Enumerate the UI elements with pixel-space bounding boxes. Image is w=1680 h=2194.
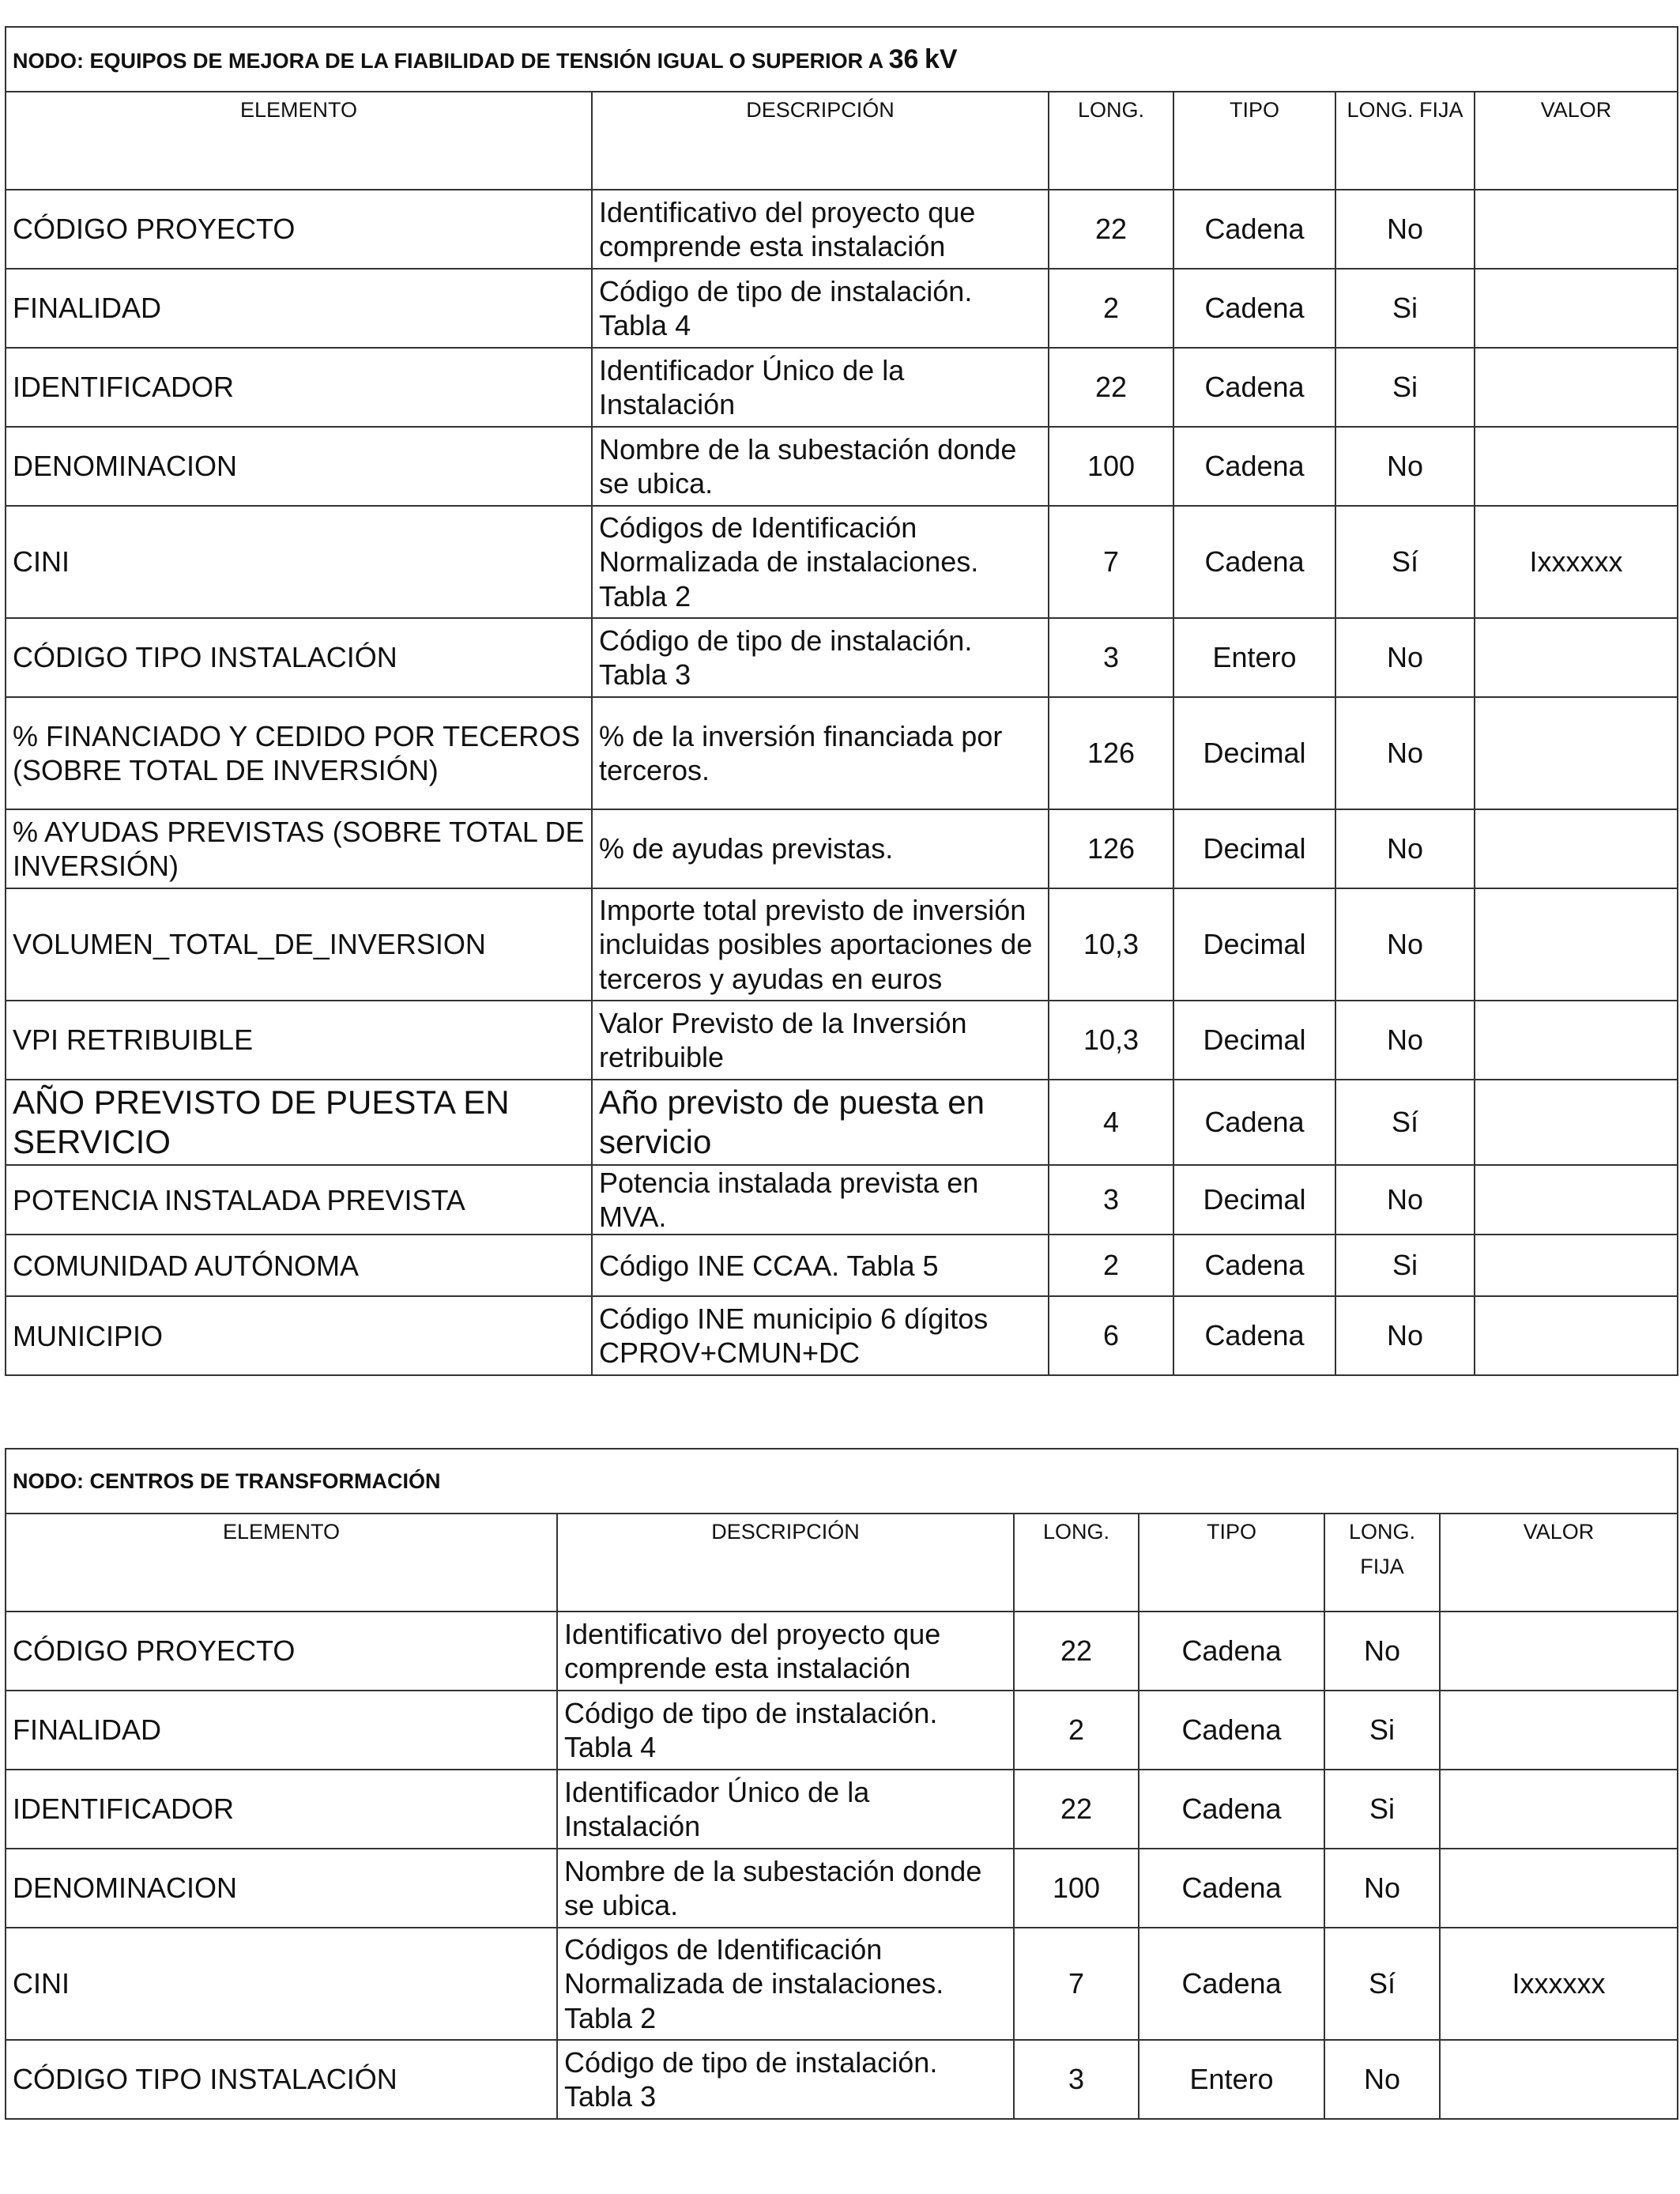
table-title-row — [6, 1449, 1678, 1514]
cell-long: 10,3 — [1049, 1001, 1173, 1080]
cell-long-fija: No — [1335, 1165, 1475, 1235]
cell-descripcion: Código de tipo de instalación. Tabla 3 — [557, 2040, 1014, 2119]
cell-descripcion: Identificador Único de la Instalación — [592, 348, 1049, 427]
cell-tipo: Cadena — [1139, 1928, 1324, 2040]
header-elemento: ELEMENTO — [6, 1514, 557, 1612]
cell-long: 22 — [1049, 348, 1173, 427]
cell-long: 126 — [1049, 697, 1173, 809]
cell-long: 10,3 — [1049, 888, 1173, 1001]
table-centros-transformacion — [5, 1448, 1678, 2120]
cell-tipo: Cadena — [1139, 1849, 1324, 1928]
cell-long-fija: No — [1335, 1296, 1475, 1375]
cell-valor — [1475, 427, 1678, 506]
table-row — [6, 809, 1678, 888]
cell-descripcion: Código de tipo de instalación. Tabla 4 — [557, 1691, 1014, 1770]
cell-descripcion: Identificador Único de la Instalación — [557, 1770, 1014, 1849]
cell-valor — [1440, 1691, 1678, 1770]
cell-elemento: FINALIDAD — [6, 1691, 557, 1770]
cell-tipo: Cadena — [1173, 427, 1335, 506]
table-body — [6, 190, 1678, 1375]
cell-elemento: FINALIDAD — [6, 269, 592, 348]
cell-valor — [1475, 809, 1678, 888]
header-long-fija: LONG. FIJA — [1335, 92, 1475, 190]
cell-elemento: CINI — [6, 506, 592, 618]
cell-valor — [1475, 269, 1678, 348]
cell-descripcion: Código INE municipio 6 dígitos CPROV+CMUN+DC — [592, 1296, 1049, 1375]
cell-tipo: Cadena — [1173, 1296, 1335, 1375]
cell-descripcion: Códigos de Identificación Normalizada de instalaciones. Tabla 2 — [592, 506, 1049, 618]
cell-valor — [1440, 1849, 1678, 1928]
table-row — [6, 697, 1678, 809]
cell-descripcion: Identificativo del proyecto que comprende esta instalación — [557, 1612, 1014, 1691]
cell-long-fija: No — [1324, 1849, 1440, 1928]
cell-long-fija: No — [1335, 809, 1475, 888]
cell-elemento: IDENTIFICADOR — [6, 348, 592, 427]
cell-elemento: CINI — [6, 1928, 557, 2040]
cell-tipo: Decimal — [1173, 697, 1335, 809]
cell-long: 3 — [1049, 1165, 1173, 1235]
cell-tipo: Cadena — [1173, 1080, 1335, 1165]
table-title-row — [6, 27, 1678, 92]
cell-long: 3 — [1014, 2040, 1139, 2119]
cell-descripcion: Potencia instalada prevista en MVA. — [592, 1165, 1049, 1235]
cell-descripcion: % de la inversión financiada por terceros. — [592, 697, 1049, 809]
table-row — [6, 1080, 1678, 1165]
table-equipos-mejora-fiabilidad — [5, 26, 1678, 1376]
cell-valor — [1475, 1001, 1678, 1080]
table-row — [6, 1165, 1678, 1235]
cell-elemento: % AYUDAS PREVISTAS (SOBRE TOTAL DE INVERSIÓN) — [6, 809, 592, 888]
cell-descripcion: Nombre de la subestación donde se ubica. — [592, 427, 1049, 506]
cell-long: 2 — [1049, 1235, 1173, 1296]
cell-long: 4 — [1049, 1080, 1173, 1165]
header-valor: VALOR — [1440, 1514, 1678, 1612]
cell-long-fija: Si — [1324, 1770, 1440, 1849]
table-row — [6, 2040, 1678, 2119]
cell-valor: Ixxxxxx — [1440, 1928, 1678, 2040]
cell-valor — [1440, 1770, 1678, 1849]
table-row — [6, 1296, 1678, 1375]
cell-tipo: Cadena — [1139, 1691, 1324, 1770]
cell-tipo: Cadena — [1139, 1770, 1324, 1849]
table-row — [6, 190, 1678, 269]
table-row — [6, 506, 1678, 618]
title-unit: kV — [924, 43, 958, 74]
header-long-fija: LONG. FIJA — [1324, 1514, 1440, 1612]
title-prefix: NODO: — [13, 1468, 84, 1493]
cell-valor — [1475, 888, 1678, 1001]
cell-tipo: Cadena — [1139, 1612, 1324, 1691]
cell-tipo: Entero — [1173, 618, 1335, 697]
cell-tipo: Decimal — [1173, 1001, 1335, 1080]
cell-long-fija: Si — [1335, 1235, 1475, 1296]
header-elemento: ELEMENTO — [6, 92, 592, 190]
cell-valor — [1440, 2040, 1678, 2119]
header-descripcion: DESCRIPCIÓN — [592, 92, 1049, 190]
cell-descripcion: Código de tipo de instalación. Tabla 3 — [592, 618, 1049, 697]
cell-long: 7 — [1049, 506, 1173, 618]
cell-descripcion: Año previsto de puesta en servicio — [592, 1080, 1049, 1165]
cell-long: 22 — [1049, 190, 1173, 269]
cell-long-fija: Sí — [1324, 1928, 1440, 2040]
title-text: CENTROS DE TRANSFORMACIÓN — [89, 1468, 441, 1493]
header-valor: VALOR — [1475, 92, 1678, 190]
cell-long: 3 — [1049, 618, 1173, 697]
cell-descripcion: Importe total previsto de inversión incluidas posibles aportaciones de terceros y ayudas en euros — [592, 888, 1049, 1001]
cell-elemento: POTENCIA INSTALADA PREVISTA — [6, 1165, 592, 1235]
cell-elemento: IDENTIFICADOR — [6, 1770, 557, 1849]
cell-long: 2 — [1014, 1691, 1139, 1770]
cell-elemento: AÑO PREVISTO DE PUESTA EN SERVICIO — [6, 1080, 592, 1165]
header-tipo: TIPO — [1139, 1514, 1324, 1612]
cell-long: 100 — [1049, 427, 1173, 506]
cell-elemento: DENOMINACION — [6, 427, 592, 506]
table-row — [6, 1928, 1678, 2040]
cell-descripcion: Identificativo del proyecto que comprende esta instalación — [592, 190, 1049, 269]
header-long: LONG. — [1014, 1514, 1139, 1612]
table-row — [6, 618, 1678, 697]
table-title — [6, 27, 1678, 92]
table-row — [6, 1001, 1678, 1080]
header-tipo: TIPO — [1173, 92, 1335, 190]
table-row — [6, 348, 1678, 427]
cell-tipo: Cadena — [1173, 190, 1335, 269]
cell-elemento: CÓDIGO TIPO INSTALACIÓN — [6, 2040, 557, 2119]
cell-elemento: DENOMINACION — [6, 1849, 557, 1928]
cell-valor: Ixxxxxx — [1475, 506, 1678, 618]
header-row — [6, 92, 1678, 190]
cell-elemento: VPI RETRIBUIBLE — [6, 1001, 592, 1080]
cell-long: 7 — [1014, 1928, 1139, 2040]
cell-elemento: % FINANCIADO Y CEDIDO POR TECEROS (SOBRE TOTAL DE INVERSIÓN) — [6, 697, 592, 809]
cell-elemento: MUNICIPIO — [6, 1296, 592, 1375]
cell-long-fija: No — [1335, 697, 1475, 809]
cell-descripcion: Código INE CCAA. Tabla 5 — [592, 1235, 1049, 1296]
cell-long-fija: No — [1324, 2040, 1440, 2119]
header-long: LONG. — [1049, 92, 1173, 190]
cell-tipo: Cadena — [1173, 269, 1335, 348]
cell-long-fija: Si — [1335, 269, 1475, 348]
cell-long-fija: Si — [1324, 1691, 1440, 1770]
cell-long-fija: No — [1324, 1612, 1440, 1691]
cell-long-fija: No — [1335, 190, 1475, 269]
cell-tipo: Cadena — [1173, 1235, 1335, 1296]
cell-long-fija: Sí — [1335, 506, 1475, 618]
cell-descripcion: % de ayudas previstas. — [592, 809, 1049, 888]
cell-elemento: CÓDIGO PROYECTO — [6, 190, 592, 269]
cell-tipo: Cadena — [1173, 506, 1335, 618]
cell-valor — [1475, 1080, 1678, 1165]
cell-tipo: Decimal — [1173, 888, 1335, 1001]
header-row — [6, 1514, 1678, 1612]
cell-long: 22 — [1014, 1612, 1139, 1691]
cell-elemento: CÓDIGO PROYECTO — [6, 1612, 557, 1691]
table-row — [6, 427, 1678, 506]
title-text: EQUIPOS DE MEJORA DE LA FIABILIDAD DE TENSIÓN IGUAL O SUPERIOR A — [89, 48, 883, 73]
cell-valor — [1475, 697, 1678, 809]
cell-valor — [1475, 1235, 1678, 1296]
cell-tipo: Decimal — [1173, 1165, 1335, 1235]
table-row — [6, 1849, 1678, 1928]
cell-valor — [1475, 190, 1678, 269]
table-row — [6, 1612, 1678, 1691]
header-descripcion: DESCRIPCIÓN — [557, 1514, 1014, 1612]
cell-tipo: Decimal — [1173, 809, 1335, 888]
cell-descripcion: Nombre de la subestación donde se ubica. — [557, 1849, 1014, 1928]
cell-tipo: Cadena — [1173, 348, 1335, 427]
table-title — [6, 1449, 1678, 1514]
table-row — [6, 1235, 1678, 1296]
cell-long: 100 — [1014, 1849, 1139, 1928]
cell-valor — [1475, 618, 1678, 697]
cell-long: 22 — [1014, 1770, 1139, 1849]
cell-valor — [1475, 1165, 1678, 1235]
cell-long: 2 — [1049, 269, 1173, 348]
title-prefix: NODO: — [13, 48, 84, 73]
table-row — [6, 888, 1678, 1001]
cell-long-fija: No — [1335, 618, 1475, 697]
cell-descripcion: Códigos de Identificación Normalizada de instalaciones. Tabla 2 — [557, 1928, 1014, 2040]
cell-long-fija: No — [1335, 888, 1475, 1001]
cell-elemento: COMUNIDAD AUTÓNOMA — [6, 1235, 592, 1296]
cell-valor — [1440, 1612, 1678, 1691]
table-row — [6, 269, 1678, 348]
cell-long-fija: No — [1335, 427, 1475, 506]
cell-long-fija: Sí — [1335, 1080, 1475, 1165]
cell-long: 6 — [1049, 1296, 1173, 1375]
cell-long: 126 — [1049, 809, 1173, 888]
cell-long-fija: Si — [1335, 348, 1475, 427]
cell-valor — [1475, 1296, 1678, 1375]
cell-elemento: VOLUMEN_TOTAL_DE_INVERSION — [6, 888, 592, 1001]
cell-elemento: CÓDIGO TIPO INSTALACIÓN — [6, 618, 592, 697]
table-row — [6, 1691, 1678, 1770]
table-body — [6, 1612, 1678, 2119]
cell-descripcion: Código de tipo de instalación. Tabla 4 — [592, 269, 1049, 348]
cell-descripcion: Valor Previsto de la Inversión retribuible — [592, 1001, 1049, 1080]
table-row — [6, 1770, 1678, 1849]
cell-valor — [1475, 348, 1678, 427]
cell-tipo: Entero — [1139, 2040, 1324, 2119]
title-value: 36 — [888, 43, 919, 74]
cell-long-fija: No — [1335, 1001, 1475, 1080]
